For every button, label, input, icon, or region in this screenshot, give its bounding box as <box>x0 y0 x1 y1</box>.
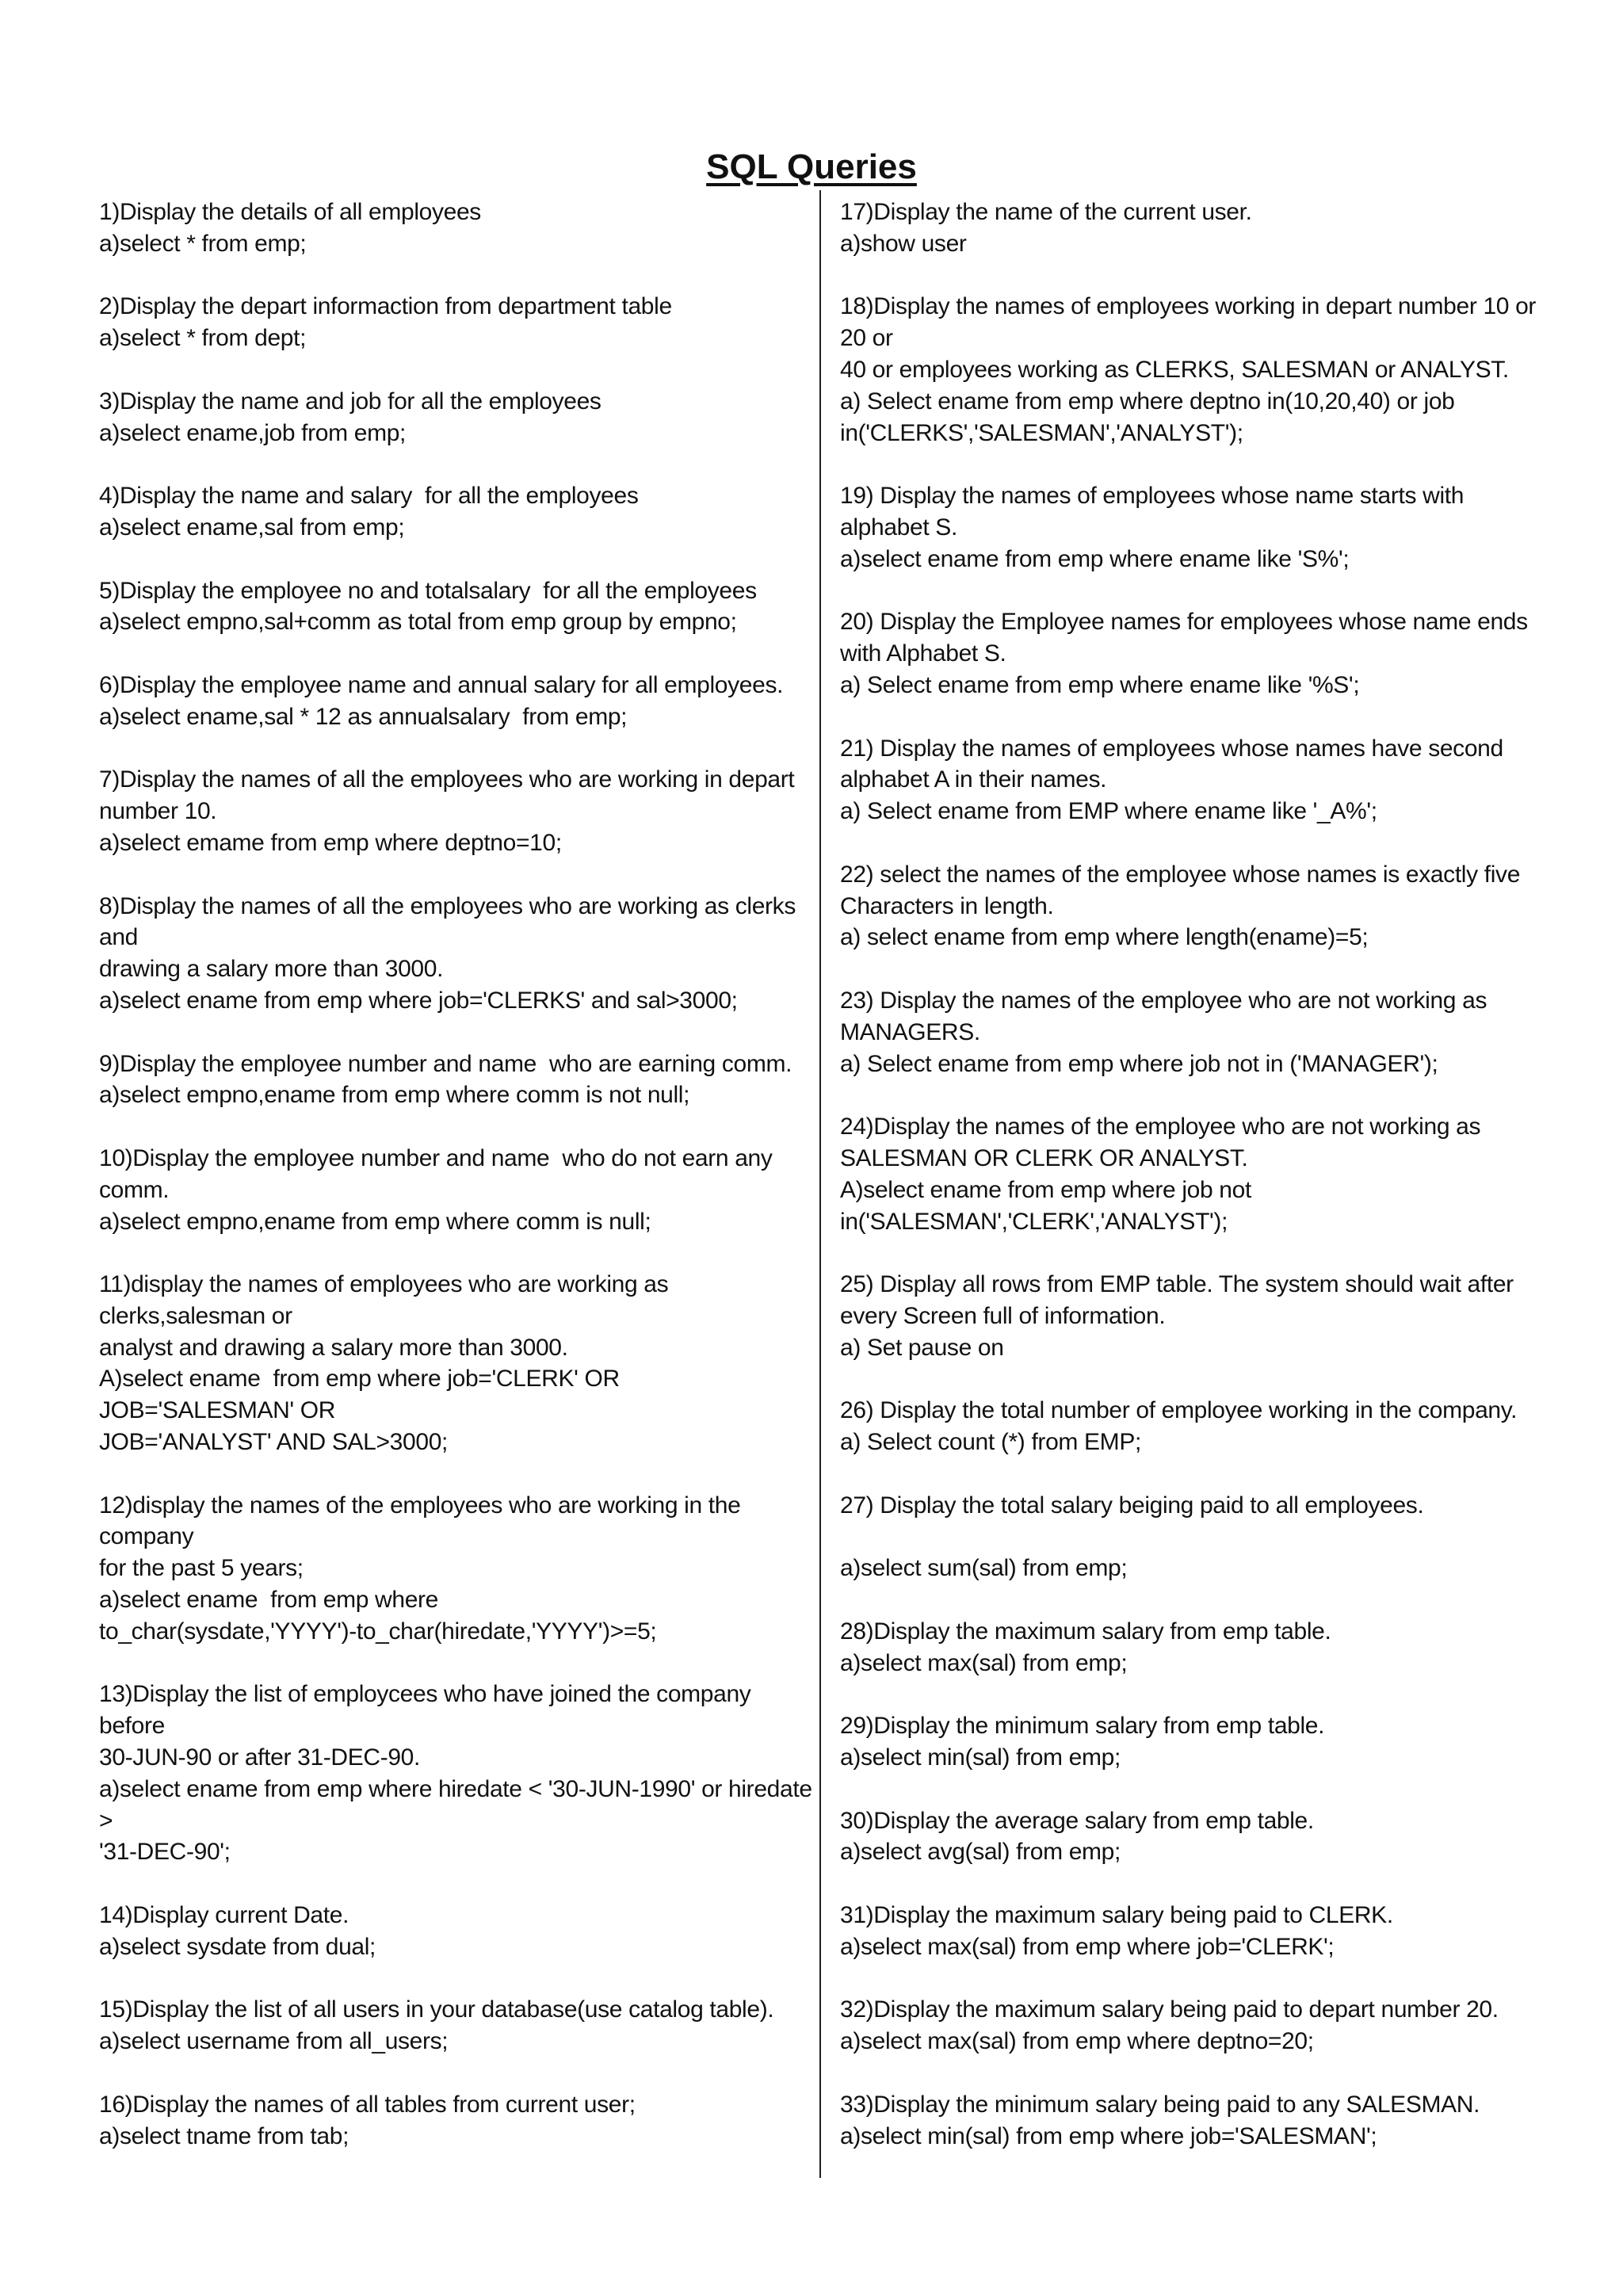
text-line: a) Select ename from EMP where ename like '_A%'; <box>840 798 1377 825</box>
text-line: a)select ename from emp where job='CLERKS' and sal>3000; <box>99 987 738 1014</box>
text-line: 32)Display the maximum salary being paid to depart number 20. <box>840 1996 1499 2023</box>
blank-line <box>840 1679 1537 1710</box>
text-line: 1)Display the details of all employees <box>99 199 481 225</box>
text-line: a)select min(sal) from emp where job='SALESMAN'; <box>840 2122 1377 2149</box>
text-line: a)select ename,sal from emp; <box>99 514 405 541</box>
blank-line <box>840 1963 1537 1995</box>
right-column <box>840 197 1537 2152</box>
text-line: 30-JUN-90 or after 31-DEC-90. <box>99 1744 421 1771</box>
text-line: 10)Display the employee number and name who do not earn any <box>99 1144 773 1171</box>
text-line: number 10. <box>99 798 217 825</box>
text-line: company <box>99 1523 194 1550</box>
blank-line <box>99 859 804 891</box>
text-line: 22) select the names of the employee whose names is exactly five <box>840 861 1521 888</box>
text-line: a)select max(sal) from emp where deptno=20; <box>840 2028 1314 2055</box>
text-line: 12)display the names of the employees who are working in the <box>99 1492 741 1519</box>
text-line: SALESMAN OR CLERK OR ANALYST. <box>840 1144 1248 1171</box>
text-line: alphabet A in their names. <box>840 766 1107 793</box>
text-line: a)select tname from tab; <box>99 2122 349 2149</box>
text-line: 13)Display the list of employcees who have joined the company <box>99 1681 751 1708</box>
text-line: 5)Display the employee no and totalsalary for all the employees <box>99 577 757 604</box>
text-line: 26) Display the total number of employee working in the company. <box>840 1397 1518 1424</box>
text-line: a)select empno,ename from emp where comm is not null; <box>99 1082 690 1109</box>
text-line: a)select sysdate from dual; <box>99 1933 376 1960</box>
text-line: a)select sum(sal) from emp; <box>840 1555 1128 1582</box>
text-line: a)show user <box>840 230 967 257</box>
text-line: 28)Display the maximum salary from emp table. <box>840 1618 1331 1645</box>
text-line: 6)Display the employee name and annual salary for all employees. <box>99 671 784 698</box>
text-line: JOB='ANALYST' AND SAL>3000; <box>99 1429 449 1456</box>
blank-line <box>99 544 804 575</box>
text-line: comm. <box>99 1176 170 1203</box>
text-line: before <box>99 1713 165 1740</box>
text-line: alphabet S. <box>840 514 957 541</box>
text-line: in('CLERKS','SALESMAN','ANALYST'); <box>840 419 1243 446</box>
blank-line <box>99 449 804 480</box>
text-line: 31)Display the maximum salary being paid to CLERK. <box>840 1902 1393 1929</box>
text-line: a)select ename,sal * 12 as annualsalary from emp; <box>99 703 628 730</box>
text-line: a) Select count (*) from EMP; <box>840 1429 1141 1456</box>
text-line: a)select max(sal) from emp; <box>840 1649 1128 1676</box>
blank-line <box>840 701 1537 733</box>
text-line: 17)Display the name of the current user. <box>840 199 1252 225</box>
text-line: 20) Display the Employee names for employees whose name ends <box>840 609 1528 636</box>
blank-line <box>840 1584 1537 1616</box>
blank-line <box>99 1017 804 1049</box>
blank-line <box>99 1458 804 1490</box>
text-line: with Alphabet S. <box>840 640 1006 667</box>
blank-line <box>840 1079 1537 1111</box>
text-line: a) Set pause on <box>840 1334 1004 1361</box>
text-line: 11)display the names of employees who are working as <box>99 1271 669 1298</box>
text-line: 14)Display current Date. <box>99 1902 349 1929</box>
text-line: 30)Display the average salary from emp table. <box>840 1807 1314 1834</box>
text-line: 24)Display the names of the employee who are not working as <box>840 1114 1481 1140</box>
text-line: 29)Display the minimum salary from emp table. <box>840 1713 1325 1740</box>
blank-line <box>99 1963 804 1995</box>
text-line: a)select empno,sal+comm as total from emp group by empno; <box>99 609 737 636</box>
text-line: 8)Display the names of all the employees who are working as clerks <box>99 892 796 919</box>
blank-line <box>99 1237 804 1269</box>
text-line: and <box>99 924 139 951</box>
text-line: a)select emame from emp where deptno=10; <box>99 829 562 856</box>
text-line: a)select ename from emp where hiredate < '30-JUN-1990' or hiredate <box>99 1775 812 1802</box>
text-line: 15)Display the list of all users in your database(use catalog table). <box>99 1996 774 2023</box>
text-line: a) Select ename from emp where job not in ('MANAGER'); <box>840 1050 1438 1077</box>
blank-line <box>99 354 804 386</box>
text-line: for the past 5 years; <box>99 1555 304 1582</box>
blank-line <box>840 1521 1537 1553</box>
blank-line <box>840 1363 1537 1395</box>
text-line: 20 or <box>840 325 893 352</box>
blank-line <box>99 1648 804 1679</box>
blank-line <box>840 1237 1537 1269</box>
text-line: 40 or employees working as CLERKS, SALESMAN or ANALYST. <box>840 356 1509 383</box>
blank-line <box>840 2057 1537 2089</box>
text-line: to_char(sysdate,'YYYY')-to_char(hiredate,'YYYY')>=5; <box>99 1618 657 1645</box>
blank-line <box>99 1111 804 1143</box>
text-line: 21) Display the names of employees whose names have second <box>840 735 1503 762</box>
text-line: a) Select ename from emp where ename like '%S'; <box>840 671 1360 698</box>
text-line: > <box>99 1807 113 1834</box>
text-line: a) select ename from emp where length(ename)=5; <box>840 924 1369 951</box>
text-line: a)select ename,job from emp; <box>99 419 407 446</box>
text-line: drawing a salary more than 3000. <box>99 956 444 983</box>
text-line: 3)Display the name and job for all the employees <box>99 388 601 415</box>
text-line: A)select ename from emp where job not <box>840 1176 1251 1203</box>
text-line: a) Select ename from emp where deptno in(10,20,40) or job <box>840 388 1455 415</box>
left-column <box>99 197 812 2152</box>
text-line: a)select * from dept; <box>99 325 307 352</box>
text-line: 7)Display the names of all the employees who are working in depart <box>99 766 795 793</box>
text-line: 25) Display all rows from EMP table. The system should wait after <box>840 1271 1514 1298</box>
blank-line <box>99 638 804 670</box>
text-line: 27) Display the total salary beiging paid to all employees. <box>840 1492 1424 1519</box>
blank-line <box>99 2057 804 2089</box>
blank-line <box>840 1868 1537 1900</box>
blank-line <box>99 260 804 292</box>
blank-line <box>99 733 804 765</box>
blank-line <box>840 260 1537 292</box>
text-line: MANAGERS. <box>840 1018 980 1045</box>
blank-line <box>840 827 1537 859</box>
blank-line <box>840 953 1537 985</box>
blank-line <box>840 449 1537 480</box>
text-line: 33)Display the minimum salary being paid to any SALESMAN. <box>840 2091 1480 2118</box>
text-line: a)select min(sal) from emp; <box>840 1744 1121 1771</box>
column-divider <box>819 190 821 2178</box>
text-line: 4)Display the name and salary for all the employees <box>99 483 639 510</box>
text-line: 2)Display the depart informaction from department table <box>99 293 672 320</box>
blank-line <box>840 1774 1537 1805</box>
blank-line <box>99 1868 804 1900</box>
text-line: A)select ename from emp where job='CLERK' OR <box>99 1366 620 1392</box>
text-line: analyst and drawing a salary more than 3000. <box>99 1334 568 1361</box>
blank-line <box>840 575 1537 607</box>
text-line: a)select avg(sal) from emp; <box>840 1839 1121 1866</box>
text-line: every Screen full of information. <box>840 1302 1166 1329</box>
text-line: clerks,salesman or <box>99 1302 292 1329</box>
text-line: a)select ename from emp where <box>99 1587 439 1614</box>
text-line: in('SALESMAN','CLERK','ANALYST'); <box>840 1208 1228 1235</box>
text-line: JOB='SALESMAN' OR <box>99 1397 336 1424</box>
text-line: 19) Display the names of employees whose name starts with <box>840 483 1465 510</box>
text-line: a)select max(sal) from emp where job='CLERK'; <box>840 1933 1335 1960</box>
text-line: '31-DEC-90'; <box>99 1839 231 1866</box>
blank-line <box>840 1458 1537 1490</box>
text-line: 18)Display the names of employees working in depart number 10 or <box>840 293 1537 320</box>
text-line: a)select * from emp; <box>99 230 307 257</box>
text-line: 23) Display the names of the employee who are not working as <box>840 987 1487 1014</box>
text-line: 9)Display the employee number and name who are earning comm. <box>99 1050 792 1077</box>
text-line: a)select username from all_users; <box>99 2028 449 2055</box>
text-line: 16)Display the names of all tables from current user; <box>99 2091 636 2118</box>
text-line: a)select empno,ename from emp where comm is null; <box>99 1208 651 1235</box>
page-title: SQL Queries <box>706 147 917 186</box>
text-line: Characters in length. <box>840 892 1054 919</box>
text-line: a)select ename from emp where ename like 'S%'; <box>840 545 1350 572</box>
